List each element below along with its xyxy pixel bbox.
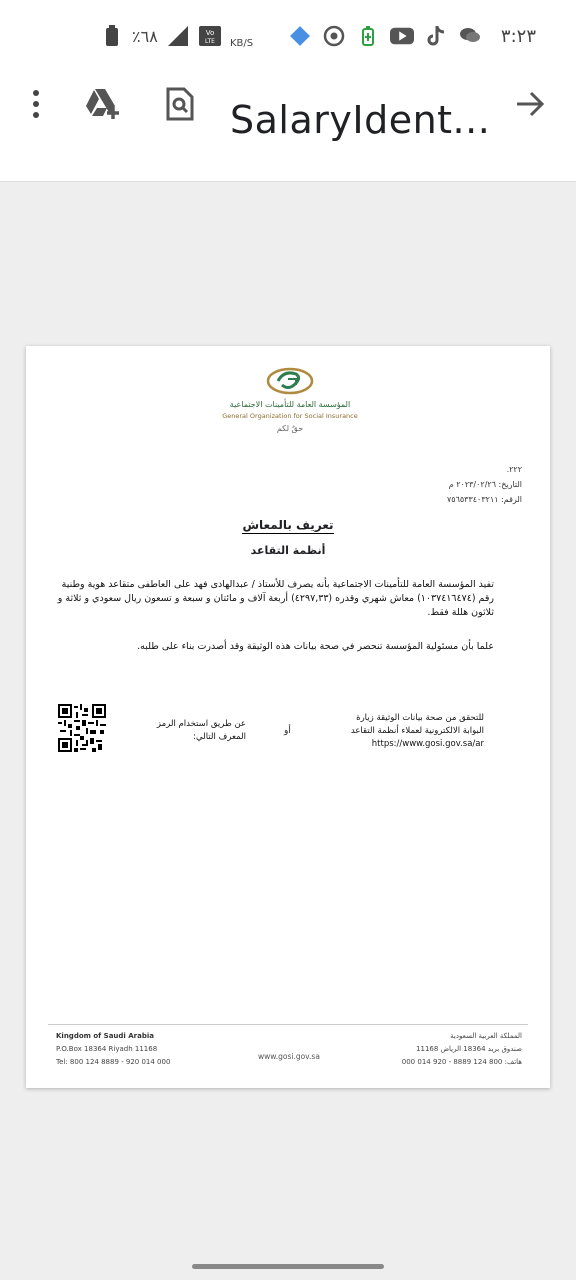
more-options-button[interactable] [14,84,58,128]
more-vert-icon [31,89,41,123]
footer-website: www.gosi.gov.sa [258,1052,320,1061]
footer-phone-ar: هاتف: 800 124 8889 - 920 014 000 [401,1058,522,1066]
footer-address-en: P.O.Box 18364 Riyadh 11168 [56,1045,158,1053]
messages-icon [458,24,482,48]
document-title: SalaryIdent... [230,98,491,142]
gosi-logo [222,366,358,446]
svg-text:LTE: LTE [204,38,215,45]
battery-saver-icon [356,24,380,48]
arrow-forward-icon [515,91,545,121]
footer-address-ar: صندوق بريد 18364 الرياض 11168 [416,1045,522,1053]
verification-instructions [334,712,484,751]
drive-add-icon [83,87,121,125]
footer-country-ar: المملكة العربية السعودية [450,1032,522,1040]
verification-url[interactable]: https://www.gosi.gov.sa/ar [371,739,484,749]
clock: ٣:٢٣ [500,26,536,47]
letter-title: تعريف بالمعاش [242,518,334,532]
document-number: الرقم: ٧٥٦٥٣٣٤٠٣٢١١ [446,495,522,504]
gosi-emblem-icon [222,366,358,400]
footer-country-en: Kingdom of Saudi Arabia [56,1032,154,1040]
app-notification-icon [288,24,312,48]
document-date: التاريخ: ٢٠٢٣/٠٢/٢٦ م [448,480,522,489]
qr-code[interactable] [58,704,106,752]
footer-english [56,1030,170,1069]
volte-icon [198,24,222,48]
document-page [26,346,550,1088]
reference-code: ٢٢٢. [506,465,522,474]
viewer-toolbar [0,76,576,182]
svg-text:Vo: Vo [205,29,215,37]
letter-subtitle: أنظمة التقاعد [250,544,326,557]
chrome-icon [322,24,346,48]
footer-arabic [402,1030,522,1069]
signal-icon [166,24,190,48]
find-in-document-button[interactable] [158,84,202,128]
footer-phone-en: Tel: 800 124 8889 - 920 014 000 [56,1058,171,1066]
qr-instructions: عن طريق استخدام الرمز المعرف التالي: [156,719,246,742]
document-meta [322,462,522,507]
logo-arabic-text: المؤسسة العامة للتأمينات الاجتماعية [229,400,351,409]
youtube-icon [390,24,414,48]
search-document-icon [165,87,195,125]
tiktok-icon [424,24,448,48]
letter-body: تفيد المؤسسة العامة للتأمينات الاجتماعية بأنه يصرف للأستاذ / عبدالهادى فهد على العاطفى متقاعد هوية وطنية رقم (١٠٣٧٤١٦٤٧٤) معاش شهري وقدره (٤٢٩٧,٣٣) أربعة آلاف و مائتان و سبعة و تسعون ريال سعودي و ثلاثة و ثلاثون هللة فقط. [57,579,494,618]
verification-text: للتحقق من صحة بيانات الوثيقة زيارة البوابة الالكترونية لعملاء أنظمة التقاعد [350,713,484,736]
logo-english-text: General Organization for Social Insurance [222,412,358,420]
battery-level: ٪٦٨ [132,26,158,46]
network-speed-unit: KB/S [230,38,254,49]
battery-icon [100,24,124,48]
status-icons-left [100,24,222,48]
footer-divider [48,1024,528,1025]
notification-icons [288,24,482,48]
status-bar [0,0,576,76]
add-to-drive-button[interactable] [80,84,124,128]
gesture-navigation-bar[interactable] [192,1264,384,1269]
letter-note: علما بأن مسئولية المؤسسة تنحصر في صحة بيانات هذه الوثيقة وقد أصدرت بناء على طلبه. [137,641,494,652]
open-forward-button[interactable] [508,84,552,128]
logo-tagline: حقٌ لكم [276,424,304,433]
verification-or: أو [284,726,291,736]
